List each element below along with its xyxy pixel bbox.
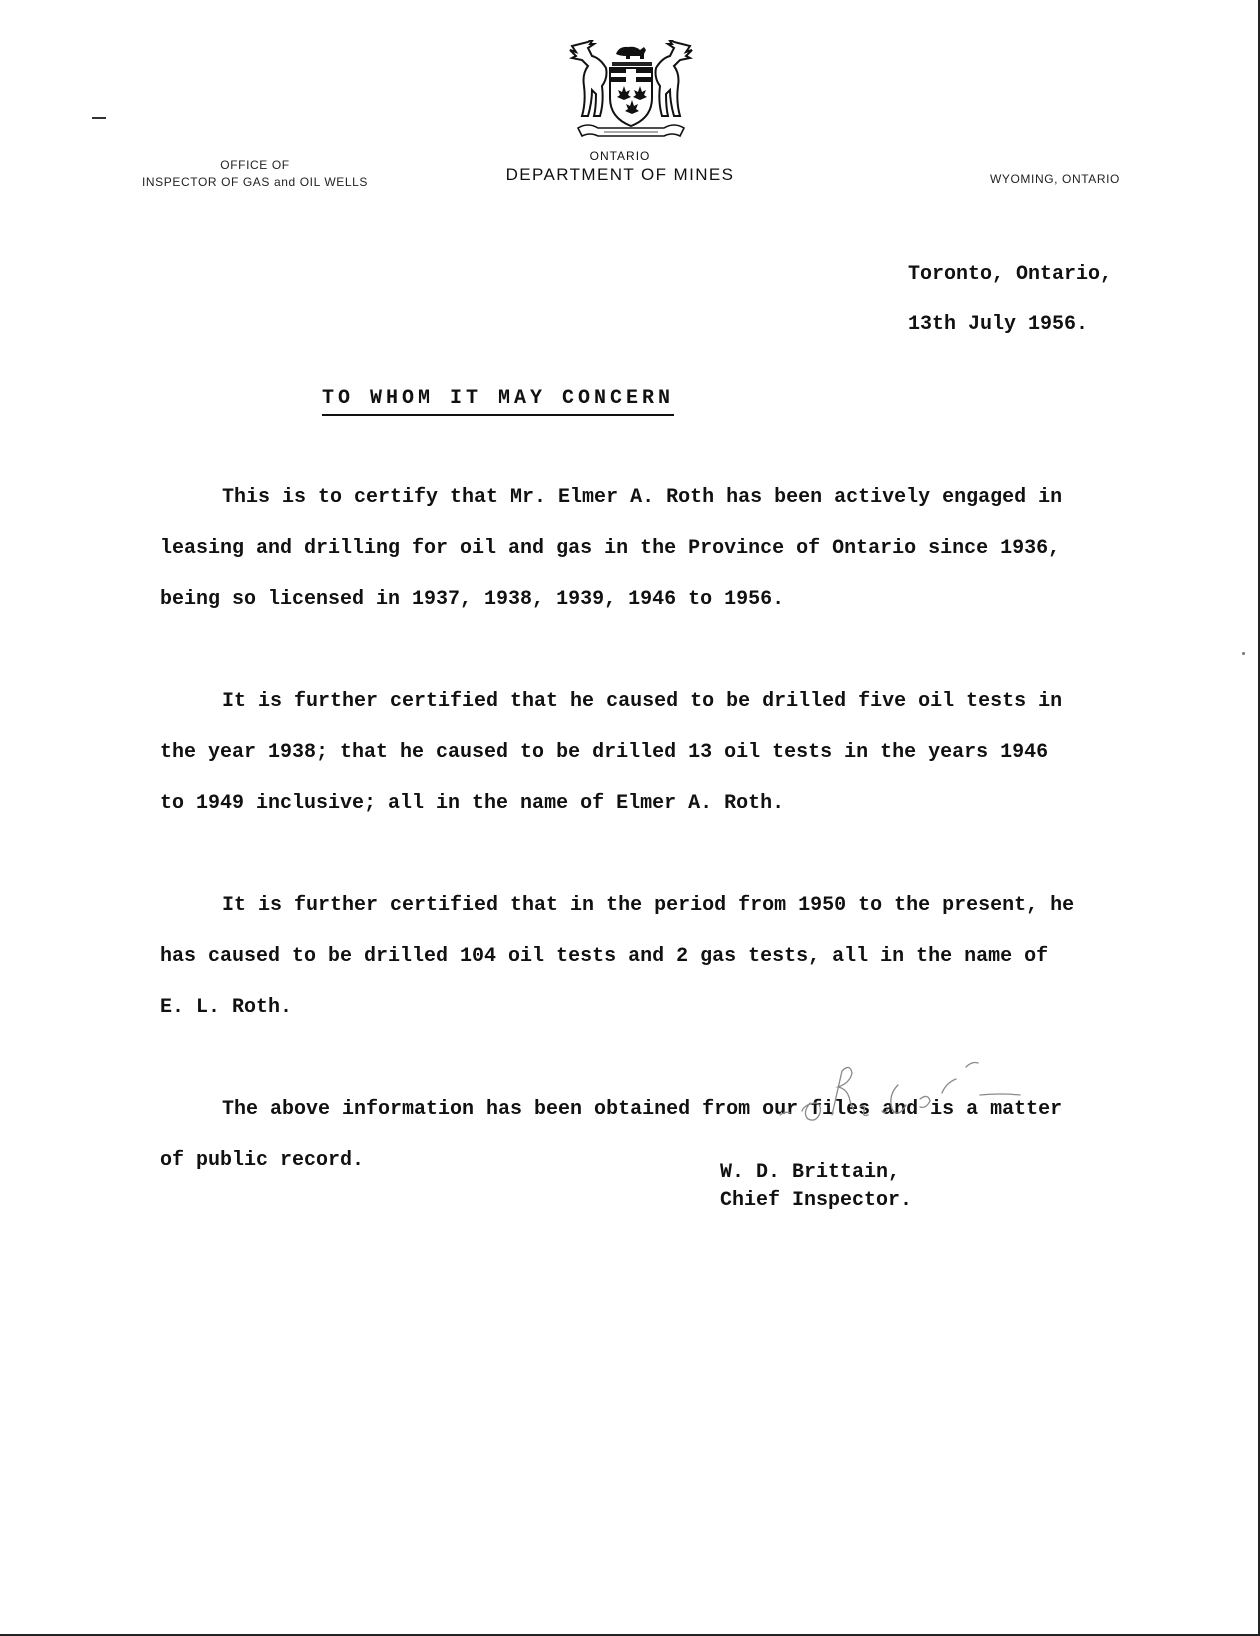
scan-mark (92, 117, 106, 119)
paragraph-line: The above information has been obtained from our files and is a matter (222, 1098, 1063, 1121)
paragraph-line: being so licensed in 1937, 1938, 1939, 1946 to 1956. (160, 588, 785, 611)
paragraph-line: the year 1938; that he caused to be drilled 13 oil tests in the years 1946 (160, 741, 1049, 764)
office-line-2: INSPECTOR OF GAS and OIL WELLS (141, 175, 369, 189)
office-heading (120, 157, 390, 191)
department-label: DEPARTMENT OF MINES (505, 165, 735, 184)
paragraph-line: to 1949 inclusive; all in the name of Elmer A. Roth. (160, 792, 785, 815)
paragraph-line: It is further certified that in the period from 1950 to the present, he (222, 894, 1075, 917)
letter-body (160, 485, 1074, 1250)
signature-block (720, 1160, 912, 1216)
paragraph (160, 485, 1074, 638)
signatory-title: Chief Inspector. (720, 1189, 913, 1212)
signatory-name: W. D. Brittain, (720, 1161, 901, 1184)
date-block (908, 262, 1112, 362)
paragraph-line: E. L. Roth. (160, 996, 293, 1019)
paragraph-line: leasing and drilling for oil and gas in the Province of Ontario since 1936, (160, 537, 1061, 560)
letter-place: Toronto, Ontario, (908, 263, 1113, 286)
coat-of-arms-icon (564, 40, 698, 144)
province-label: ONTARIO (589, 149, 651, 163)
paragraph-line: of public record. (160, 1149, 365, 1172)
location-label: WYOMING, ONTARIO (989, 172, 1120, 186)
office-line-1: OFFICE OF (220, 158, 290, 172)
paragraph (160, 893, 1074, 1046)
paragraph-line: has caused to be drilled 104 oil tests and 2 gas tests, all in the name of (160, 945, 1049, 968)
paragraph-line: This is to certify that Mr. Elmer A. Roth has been actively engaged in (222, 486, 1063, 509)
scan-dot (1242, 652, 1245, 655)
paragraph-line: It is further certified that he caused to be drilled five oil tests in (222, 690, 1063, 713)
letter-subject: TO WHOM IT MAY CONCERN (322, 387, 674, 416)
letter-date: 13th July 1956. (908, 313, 1089, 336)
department-heading (460, 148, 780, 186)
handwritten-signature (760, 1055, 1060, 1135)
paragraph (160, 689, 1074, 842)
